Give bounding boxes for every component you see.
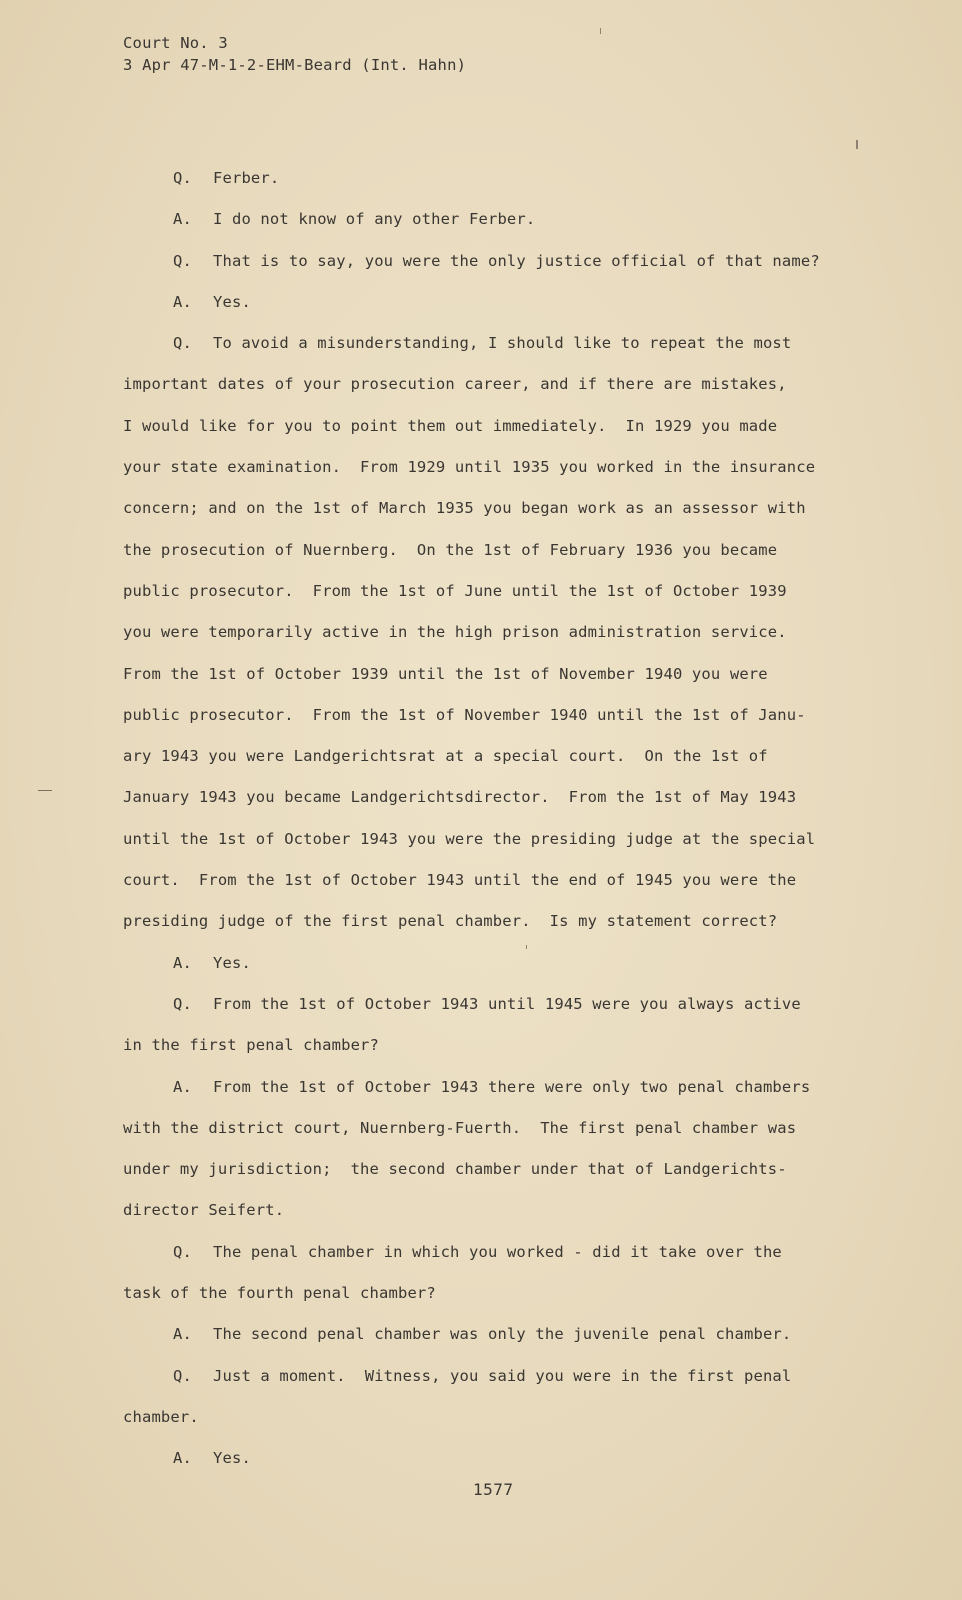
- speaker-marker: A.: [173, 953, 192, 972]
- transcript-body: [123, 158, 883, 1480]
- line-text: From the 1st of October 1939 until the 1st of November 1940 you were: [123, 664, 768, 683]
- answer-paragraph: [123, 1067, 883, 1232]
- transcript-line: [123, 158, 883, 199]
- answer-paragraph: [123, 199, 883, 240]
- transcript-line: [123, 1232, 883, 1273]
- margin-mark: [38, 790, 52, 791]
- line-text: chamber.: [123, 1407, 199, 1426]
- question-paragraph: [123, 984, 883, 1067]
- paper-speck: [856, 140, 858, 149]
- line-text: public prosecutor. From the 1st of November 1940 until the 1st of Janu-: [123, 705, 806, 724]
- transcript-line: [123, 1108, 883, 1149]
- line-text: under my jurisdiction; the second chamber under that of Landgerichts-: [123, 1160, 787, 1179]
- transcript-line: [123, 1025, 883, 1066]
- question-paragraph: [123, 323, 883, 942]
- line-text: until the 1st of October 1943 you were the presiding judge at the special: [123, 829, 816, 848]
- page-number: 1577: [473, 1480, 514, 1499]
- transcript-line: [123, 530, 883, 571]
- transcript-line: [123, 819, 883, 860]
- transcript-line: [123, 199, 883, 240]
- line-text: The second penal chamber was only the juvenile penal chamber.: [213, 1325, 792, 1344]
- line-text: you were temporarily active in the high prison administration service.: [123, 623, 787, 642]
- speaker-marker: Q.: [173, 251, 192, 270]
- answer-paragraph: [123, 1314, 883, 1355]
- speaker-marker: Q.: [173, 334, 192, 353]
- line-text: Ferber.: [213, 169, 280, 187]
- transcript-line: [123, 736, 883, 777]
- transcript-line: [123, 1190, 883, 1231]
- line-text: the prosecution of Nuernberg. On the 1st of February 1936 you became: [123, 540, 778, 559]
- line-text: Yes.: [213, 953, 251, 972]
- speaker-marker: A.: [173, 292, 192, 311]
- transcript-line: [123, 1356, 883, 1397]
- line-text: Just a moment. Witness, you said you were in the first penal: [213, 1366, 792, 1385]
- transcript-line: [123, 901, 883, 942]
- line-text: director Seifert.: [123, 1201, 285, 1220]
- transcript-line: [123, 282, 883, 323]
- line-text: important dates of your prosecution career, and if there are mistakes,: [123, 375, 787, 394]
- transcript-line: [123, 1149, 883, 1190]
- paper-speck: [600, 28, 601, 34]
- line-text: Yes.: [213, 1449, 251, 1468]
- line-text: with the district court, Nuernberg-Fuerth. The first penal chamber was: [123, 1118, 797, 1137]
- transcript-line: [123, 364, 883, 405]
- question-paragraph: [123, 158, 883, 199]
- transcript-line: [123, 1314, 883, 1355]
- transcript-line: [123, 943, 883, 984]
- speaker-marker: A.: [173, 210, 192, 229]
- transcript-line: [123, 1438, 883, 1479]
- line-text: From the 1st of October 1943 there were only two penal chambers: [213, 1077, 811, 1096]
- question-paragraph: [123, 1356, 883, 1439]
- answer-paragraph: [123, 282, 883, 323]
- transcript-line: [123, 488, 883, 529]
- line-text: I do not know of any other Ferber.: [213, 210, 536, 229]
- line-text: From the 1st of October 1943 until 1945 were you always active: [213, 994, 801, 1013]
- transcript-line: [123, 1273, 883, 1314]
- line-text: I would like for you to point them out immediately. In 1929 you made: [123, 416, 778, 435]
- transcript-line: [123, 612, 883, 653]
- line-text: task of the fourth penal chamber?: [123, 1284, 436, 1303]
- answer-paragraph: [123, 1438, 883, 1479]
- line-text: your state examination. From 1929 until 1935 you worked in the insurance: [123, 458, 816, 477]
- transcript-line: [123, 571, 883, 612]
- paper-speck: [526, 945, 527, 949]
- answer-paragraph: [123, 943, 883, 984]
- speaker-marker: A.: [173, 1325, 192, 1344]
- line-text: The penal chamber in which you worked - did it take over the: [213, 1242, 782, 1261]
- line-text: presiding judge of the first penal chamber. Is my statement correct?: [123, 912, 778, 931]
- speaker-marker: Q.: [173, 169, 192, 187]
- line-text: ary 1943 you were Landgerichtsrat at a special court. On the 1st of: [123, 747, 768, 766]
- transcript-line: [123, 984, 883, 1025]
- speaker-marker: Q.: [173, 1242, 192, 1261]
- speaker-marker: A.: [173, 1077, 192, 1096]
- line-text: court. From the 1st of October 1943 until the end of 1945 you were the: [123, 871, 797, 890]
- transcript-line: [123, 1397, 883, 1438]
- speaker-marker: Q.: [173, 1366, 192, 1385]
- line-text: concern; and on the 1st of March 1935 you began work as an assessor with: [123, 499, 806, 518]
- question-paragraph: [123, 241, 883, 282]
- transcript-line: [123, 860, 883, 901]
- speaker-marker: Q.: [173, 994, 192, 1013]
- line-text: That is to say, you were the only justice official of that name?: [213, 251, 820, 270]
- transcript-line: [123, 323, 883, 364]
- transcript-line: [123, 447, 883, 488]
- line-text: January 1943 you became Landgerichtsdirector. From the 1st of May 1943: [123, 788, 797, 807]
- document-header: [123, 32, 466, 76]
- reference-line: 3 Apr 47-M-1-2-EHM-Beard (Int. Hahn): [123, 56, 467, 74]
- court-number: Court No. 3: [123, 34, 228, 52]
- line-text: in the first penal chamber?: [123, 1036, 380, 1055]
- transcript-line: [123, 777, 883, 818]
- transcript-line: [123, 1067, 883, 1108]
- transcript-line: [123, 695, 883, 736]
- line-text: Yes.: [213, 292, 251, 311]
- line-text: To avoid a misunderstanding, I should like to repeat the most: [213, 334, 792, 353]
- transcript-line: [123, 654, 883, 695]
- transcript-line: [123, 241, 883, 282]
- line-text: public prosecutor. From the 1st of June until the 1st of October 1939: [123, 581, 787, 600]
- transcript-line: [123, 406, 883, 447]
- speaker-marker: A.: [173, 1449, 192, 1468]
- question-paragraph: [123, 1232, 883, 1315]
